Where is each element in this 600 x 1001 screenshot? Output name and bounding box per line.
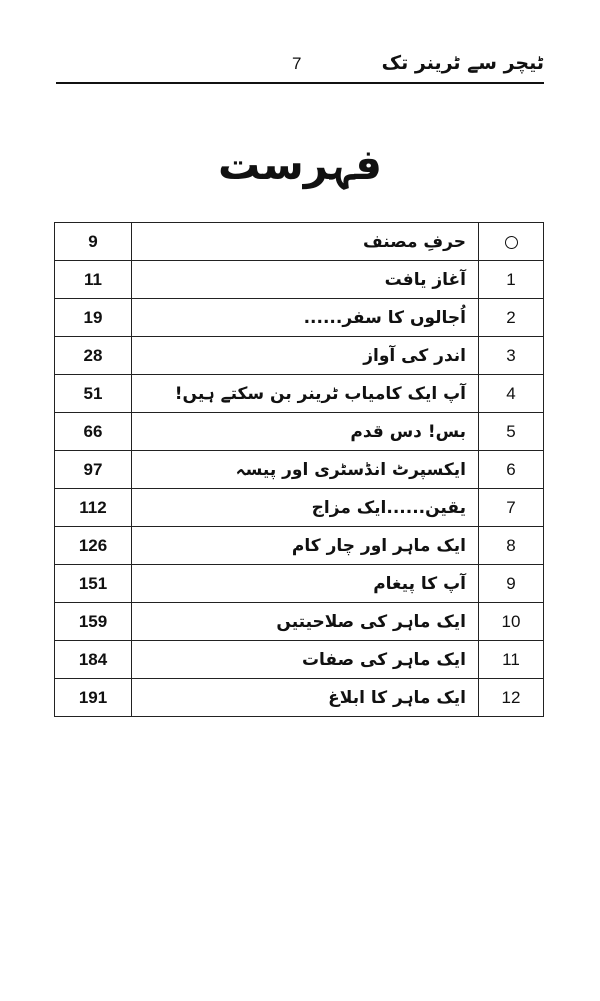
- book-title: ٹیچر سے ٹرینر تک: [381, 52, 544, 74]
- toc-page-number: 11: [55, 261, 132, 299]
- toc-chapter-title: بس! دس قدم: [132, 413, 479, 451]
- toc-chapter-title: آپ کا پیغام: [132, 565, 479, 603]
- circle-bullet-icon: [505, 236, 518, 249]
- toc-page-number: 159: [55, 603, 132, 641]
- toc-title: فہرست: [217, 140, 382, 189]
- table-row: [55, 299, 544, 337]
- table-row: [55, 261, 544, 299]
- toc-chapter-title: اُجالوں کا سفر......: [132, 299, 479, 337]
- toc-chapter-title: ایک ماہر کی صلاحیتیں: [132, 603, 479, 641]
- page-number: 7: [292, 54, 302, 73]
- toc-chapter-title: آغاز یافت: [132, 261, 479, 299]
- toc-chapter-title: ایک ماہر کی صفات: [132, 641, 479, 679]
- toc-chapter-number: 7: [479, 489, 544, 527]
- table-row: [55, 337, 544, 375]
- table-row: [55, 565, 544, 603]
- toc-chapter-number: 1: [479, 261, 544, 299]
- toc-chapter-number: 5: [479, 413, 544, 451]
- toc-chapter-title: یقین......ایک مزاج: [132, 489, 479, 527]
- toc-chapter-title: ایک ماہر کا ابلاغ: [132, 679, 479, 717]
- table-row: [55, 641, 544, 679]
- toc-chapter-number: 2: [479, 299, 544, 337]
- toc-page-number: 191: [55, 679, 132, 717]
- table-row: [55, 527, 544, 565]
- toc-page-number: 126: [55, 527, 132, 565]
- table-row: [55, 451, 544, 489]
- toc-chapter-number: 10: [479, 603, 544, 641]
- toc-chapter-title: آپ ایک کامیاب ٹرینر بن سکتے ہیں!: [132, 375, 479, 413]
- toc-chapter-title: ایکسپرٹ انڈسٹری اور پیسہ: [132, 451, 479, 489]
- toc-chapter-title: اندر کی آواز: [132, 337, 479, 375]
- toc-page-number: 9: [55, 223, 132, 261]
- toc-page-number: 151: [55, 565, 132, 603]
- toc-chapter-number: 6: [479, 451, 544, 489]
- toc-page-number: 51: [55, 375, 132, 413]
- toc-chapter-number: 12: [479, 679, 544, 717]
- toc-chapter-title: ایک ماہر اور چار کام: [132, 527, 479, 565]
- toc-chapter-title: حرفِ مصنف: [132, 223, 479, 261]
- toc-table: [54, 222, 544, 717]
- toc-chapter-number: 9: [479, 565, 544, 603]
- toc-chapter-number: 8: [479, 527, 544, 565]
- toc-page-number: 28: [55, 337, 132, 375]
- toc-body: [55, 223, 544, 717]
- toc-bullet-cell: [479, 223, 544, 261]
- toc-chapter-number: 11: [479, 641, 544, 679]
- toc-page-number: 19: [55, 299, 132, 337]
- toc-page-number: 112: [55, 489, 132, 527]
- table-row: [55, 223, 544, 261]
- table-row: [55, 489, 544, 527]
- table-row: [55, 603, 544, 641]
- toc-page-number: 97: [55, 451, 132, 489]
- table-row: [55, 679, 544, 717]
- toc-chapter-number: 4: [479, 375, 544, 413]
- toc-chapter-number: 3: [479, 337, 544, 375]
- toc-page-number: 184: [55, 641, 132, 679]
- toc-page-number: 66: [55, 413, 132, 451]
- table-row: [55, 413, 544, 451]
- running-header: [56, 48, 544, 84]
- table-row: [55, 375, 544, 413]
